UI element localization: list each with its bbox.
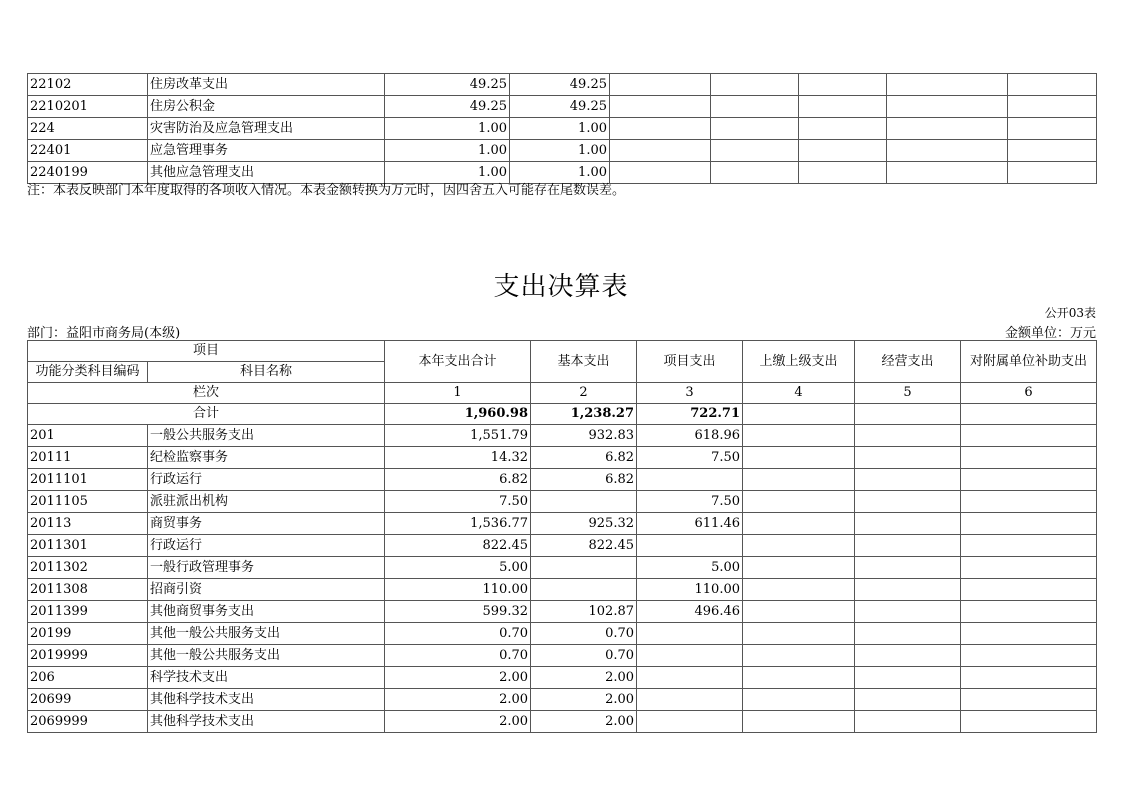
column-number: 5 xyxy=(855,383,961,404)
empty-cell xyxy=(743,623,855,645)
empty-cell xyxy=(799,118,887,140)
table-row xyxy=(28,140,1097,162)
table-row xyxy=(28,601,1097,623)
empty-cell xyxy=(961,447,1097,469)
row-name: 科学技术支出 xyxy=(148,667,385,689)
row-code: 22401 xyxy=(28,140,148,162)
row-basic: 102.87 xyxy=(531,601,637,623)
header-subsidy: 对附属单位补助支出 xyxy=(961,341,1097,383)
amount-unit-label: 金额单位：万元 xyxy=(1004,326,1096,341)
row-name: 行政运行 xyxy=(148,535,385,557)
row-value: 49.25 xyxy=(510,74,610,96)
empty-cell xyxy=(961,667,1097,689)
empty-cell xyxy=(743,491,855,513)
row-value: 1.00 xyxy=(510,162,610,184)
empty-cell xyxy=(855,557,961,579)
row-name: 住房公积金 xyxy=(148,96,385,118)
row-total: 110.00 xyxy=(385,579,531,601)
row-project xyxy=(637,667,743,689)
column-label: 栏次 xyxy=(28,383,385,404)
row-project: 7.50 xyxy=(637,447,743,469)
row-value: 49.25 xyxy=(385,96,510,118)
row-project: 611.46 xyxy=(637,513,743,535)
empty-cell xyxy=(855,535,961,557)
empty-cell xyxy=(887,162,1008,184)
empty-cell xyxy=(743,667,855,689)
department-label: 部门：益阳市商务局(本级) xyxy=(27,326,181,341)
table-note: 注：本表反映部门本年度取得的各项收入情况。本表金额转换为万元时，因四舍五入可能存在尾数误差。 xyxy=(27,183,626,198)
empty-cell xyxy=(887,118,1008,140)
row-value: 1.00 xyxy=(510,118,610,140)
row-total: 2.00 xyxy=(385,711,531,733)
column-number: 2 xyxy=(531,383,637,404)
empty-cell xyxy=(743,711,855,733)
empty-cell xyxy=(743,425,855,447)
empty-cell xyxy=(711,96,799,118)
form-number: 公开03表 xyxy=(1044,306,1096,320)
empty-cell xyxy=(887,96,1008,118)
row-total: 0.70 xyxy=(385,623,531,645)
table-row xyxy=(28,513,1097,535)
empty-cell xyxy=(799,162,887,184)
row-code: 20113 xyxy=(28,513,148,535)
row-code: 2011399 xyxy=(28,601,148,623)
row-basic: 0.70 xyxy=(531,623,637,645)
empty-cell xyxy=(1008,74,1097,96)
table-row xyxy=(28,535,1097,557)
empty-cell xyxy=(855,711,961,733)
header-name: 科目名称 xyxy=(148,362,385,383)
row-project xyxy=(637,535,743,557)
empty-cell xyxy=(743,579,855,601)
row-code: 2210201 xyxy=(28,96,148,118)
table-row xyxy=(28,425,1097,447)
sum-row xyxy=(28,404,1097,425)
sum-basic: 1,238.27 xyxy=(531,404,637,425)
row-name: 其他商贸事务支出 xyxy=(148,601,385,623)
header-item: 项目 xyxy=(28,341,385,362)
row-name: 行政运行 xyxy=(148,469,385,491)
row-basic xyxy=(531,491,637,513)
row-name: 一般公共服务支出 xyxy=(148,425,385,447)
column-number: 4 xyxy=(743,383,855,404)
table-row xyxy=(28,689,1097,711)
empty-cell xyxy=(961,491,1097,513)
header-code: 功能分类科目编码 xyxy=(28,362,148,383)
row-basic: 0.70 xyxy=(531,645,637,667)
row-project: 7.50 xyxy=(637,491,743,513)
header-row-1 xyxy=(28,341,1097,362)
empty-cell xyxy=(711,162,799,184)
empty-cell xyxy=(743,469,855,491)
row-name: 商贸事务 xyxy=(148,513,385,535)
empty-cell xyxy=(855,623,961,645)
row-code: 20199 xyxy=(28,623,148,645)
empty-cell xyxy=(711,140,799,162)
empty-cell xyxy=(743,645,855,667)
empty-cell xyxy=(855,513,961,535)
header-project: 项目支出 xyxy=(637,341,743,383)
row-total: 5.00 xyxy=(385,557,531,579)
empty-cell xyxy=(1008,118,1097,140)
page-title: 支出决算表 xyxy=(493,272,629,302)
row-code: 20699 xyxy=(28,689,148,711)
empty-cell xyxy=(743,689,855,711)
row-basic xyxy=(531,557,637,579)
row-project xyxy=(637,469,743,491)
table-row xyxy=(28,557,1097,579)
row-project: 496.46 xyxy=(637,601,743,623)
row-value: 49.25 xyxy=(385,74,510,96)
table-row xyxy=(28,74,1097,96)
table-row xyxy=(28,96,1097,118)
empty-cell xyxy=(711,74,799,96)
row-value: 1.00 xyxy=(510,140,610,162)
row-basic: 2.00 xyxy=(531,711,637,733)
row-value: 1.00 xyxy=(385,162,510,184)
row-name: 灾害防治及应急管理支出 xyxy=(148,118,385,140)
sum-total: 1,960.98 xyxy=(385,404,531,425)
empty-cell xyxy=(961,557,1097,579)
empty-cell xyxy=(1008,96,1097,118)
row-basic: 6.82 xyxy=(531,447,637,469)
empty-cell xyxy=(961,689,1097,711)
row-project xyxy=(637,623,743,645)
column-number: 3 xyxy=(637,383,743,404)
empty-cell xyxy=(961,469,1097,491)
header-basic: 基本支出 xyxy=(531,341,637,383)
empty-cell xyxy=(743,513,855,535)
row-name: 其他科学技术支出 xyxy=(148,689,385,711)
row-project: 110.00 xyxy=(637,579,743,601)
row-code: 2011302 xyxy=(28,557,148,579)
empty-cell xyxy=(743,535,855,557)
empty-cell xyxy=(610,140,711,162)
empty-cell xyxy=(961,645,1097,667)
sum-project: 722.71 xyxy=(637,404,743,425)
row-project: 5.00 xyxy=(637,557,743,579)
row-total: 1,536.77 xyxy=(385,513,531,535)
table-row xyxy=(28,491,1097,513)
row-code: 20111 xyxy=(28,447,148,469)
row-code: 201 xyxy=(28,425,148,447)
row-total: 2.00 xyxy=(385,667,531,689)
row-name: 其他科学技术支出 xyxy=(148,711,385,733)
empty-cell xyxy=(855,425,961,447)
row-basic: 925.32 xyxy=(531,513,637,535)
row-code: 2011105 xyxy=(28,491,148,513)
table-row xyxy=(28,118,1097,140)
empty-cell xyxy=(799,96,887,118)
row-name: 住房改革支出 xyxy=(148,74,385,96)
empty-cell xyxy=(961,425,1097,447)
empty-cell xyxy=(855,469,961,491)
row-project: 618.96 xyxy=(637,425,743,447)
row-project xyxy=(637,645,743,667)
row-total: 1,551.79 xyxy=(385,425,531,447)
table-row xyxy=(28,469,1097,491)
empty-cell xyxy=(855,447,961,469)
header-upper: 上缴上级支出 xyxy=(743,341,855,383)
empty-cell xyxy=(610,118,711,140)
row-total: 0.70 xyxy=(385,645,531,667)
row-code: 2019999 xyxy=(28,645,148,667)
empty-cell xyxy=(799,74,887,96)
row-basic: 6.82 xyxy=(531,469,637,491)
sum-business xyxy=(855,404,961,425)
column-number-row xyxy=(28,383,1097,404)
empty-cell xyxy=(799,140,887,162)
header-total: 本年支出合计 xyxy=(385,341,531,383)
table-row xyxy=(28,667,1097,689)
sum-label: 合计 xyxy=(28,404,385,425)
empty-cell xyxy=(855,689,961,711)
row-code: 2069999 xyxy=(28,711,148,733)
empty-cell xyxy=(887,74,1008,96)
row-total: 2.00 xyxy=(385,689,531,711)
row-basic: 2.00 xyxy=(531,689,637,711)
row-name: 应急管理事务 xyxy=(148,140,385,162)
row-code: 2240199 xyxy=(28,162,148,184)
empty-cell xyxy=(855,601,961,623)
sum-subsidy xyxy=(961,404,1097,425)
row-code: 206 xyxy=(28,667,148,689)
row-code: 2011101 xyxy=(28,469,148,491)
row-name: 其他一般公共服务支出 xyxy=(148,623,385,645)
row-name: 其他一般公共服务支出 xyxy=(148,645,385,667)
row-project xyxy=(637,689,743,711)
row-code: 22102 xyxy=(28,74,148,96)
empty-cell xyxy=(855,491,961,513)
row-basic: 932.83 xyxy=(531,425,637,447)
empty-cell xyxy=(855,667,961,689)
row-basic: 2.00 xyxy=(531,667,637,689)
empty-cell xyxy=(887,140,1008,162)
empty-cell xyxy=(1008,162,1097,184)
column-number: 1 xyxy=(385,383,531,404)
table-row xyxy=(28,645,1097,667)
row-basic: 822.45 xyxy=(531,535,637,557)
row-project xyxy=(637,711,743,733)
row-basic xyxy=(531,579,637,601)
row-name: 派驻派出机构 xyxy=(148,491,385,513)
row-total: 6.82 xyxy=(385,469,531,491)
row-code: 2011301 xyxy=(28,535,148,557)
row-total: 822.45 xyxy=(385,535,531,557)
header-business: 经营支出 xyxy=(855,341,961,383)
empty-cell xyxy=(743,447,855,469)
table-row xyxy=(28,447,1097,469)
table-row xyxy=(28,711,1097,733)
empty-cell xyxy=(855,579,961,601)
row-name: 招商引资 xyxy=(148,579,385,601)
empty-cell xyxy=(961,711,1097,733)
row-total: 14.32 xyxy=(385,447,531,469)
empty-cell xyxy=(961,513,1097,535)
row-value: 1.00 xyxy=(385,140,510,162)
row-total: 7.50 xyxy=(385,491,531,513)
table-row xyxy=(28,579,1097,601)
empty-cell xyxy=(961,601,1097,623)
empty-cell xyxy=(711,118,799,140)
empty-cell xyxy=(1008,140,1097,162)
row-value: 49.25 xyxy=(510,96,610,118)
row-code: 224 xyxy=(28,118,148,140)
row-name: 纪检监察事务 xyxy=(148,447,385,469)
expenditure-table xyxy=(27,340,1097,733)
sum-upper xyxy=(743,404,855,425)
empty-cell xyxy=(961,579,1097,601)
empty-cell xyxy=(961,535,1097,557)
empty-cell xyxy=(743,557,855,579)
empty-cell xyxy=(961,623,1097,645)
row-name: 其他应急管理支出 xyxy=(148,162,385,184)
column-number: 6 xyxy=(961,383,1097,404)
row-value: 1.00 xyxy=(385,118,510,140)
table-row xyxy=(28,623,1097,645)
empty-cell xyxy=(610,74,711,96)
empty-cell xyxy=(743,601,855,623)
row-name: 一般行政管理事务 xyxy=(148,557,385,579)
row-total: 599.32 xyxy=(385,601,531,623)
empty-cell xyxy=(610,96,711,118)
row-code: 2011308 xyxy=(28,579,148,601)
income-table-continuation xyxy=(27,73,1097,184)
empty-cell xyxy=(855,645,961,667)
